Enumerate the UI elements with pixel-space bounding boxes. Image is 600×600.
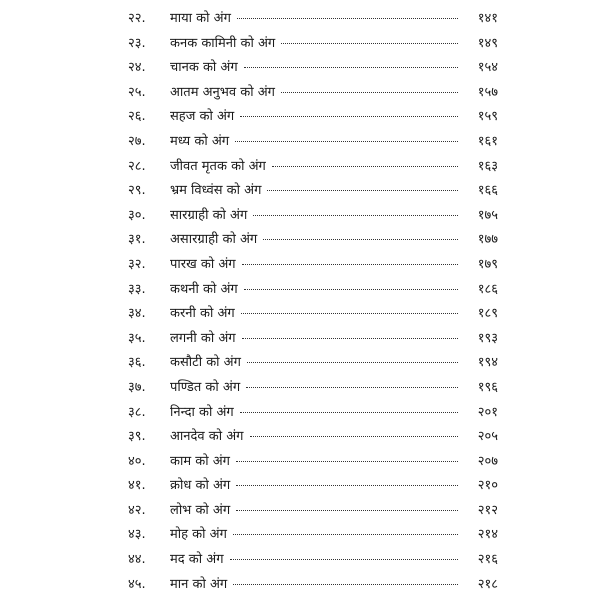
chapter-number: ४५. (128, 576, 146, 592)
page-number: १५९ (477, 109, 498, 125)
toc-entry (128, 474, 498, 499)
chapter-title: पारख को अंग (170, 256, 236, 272)
toc-entry (128, 523, 498, 548)
dot-leader (244, 289, 458, 290)
chapter-number: ३९. (128, 429, 146, 445)
toc-entry (128, 253, 498, 278)
chapter-title: मोह को अंग (170, 527, 227, 543)
toc-entry (128, 425, 498, 450)
chapter-number: ३१. (128, 232, 146, 248)
toc-entry (128, 450, 498, 475)
toc-entry (128, 7, 498, 32)
chapter-title: चानक को अंग (170, 60, 238, 76)
chapter-title: पण्डित को अंग (170, 379, 241, 395)
toc-entry (128, 278, 498, 303)
dot-leader (253, 215, 458, 216)
dot-leader (242, 264, 458, 265)
chapter-number: ३६. (128, 355, 146, 371)
dot-leader (236, 510, 458, 511)
dot-leader (236, 485, 458, 486)
chapter-number: २६. (128, 109, 146, 125)
chapter-number: २८. (128, 158, 146, 174)
page-number: १९३ (477, 330, 498, 346)
toc-entry (128, 401, 498, 426)
toc-entry (128, 155, 498, 180)
toc-entry (128, 179, 498, 204)
chapter-number: २२. (128, 11, 146, 26)
dot-leader (272, 166, 458, 167)
toc-entry (128, 81, 498, 106)
dot-leader (281, 43, 458, 44)
toc-entry (128, 351, 498, 376)
chapter-title: कथनी को अंग (170, 281, 238, 297)
chapter-number: ४३. (128, 527, 146, 543)
chapter-title: असारग्राही को अंग (170, 232, 258, 248)
page-number: १६१ (477, 133, 498, 149)
page-number: २०५ (477, 429, 498, 445)
toc-entry (128, 499, 498, 524)
toc-entry (128, 56, 498, 81)
toc-entry (128, 548, 498, 573)
chapter-number: २७. (128, 133, 146, 149)
page-number: २०७ (477, 453, 498, 469)
chapter-title: आनदेव को अंग (170, 429, 244, 445)
dot-leader (267, 190, 458, 191)
chapter-number: २५. (128, 84, 146, 100)
page-number: १५४ (477, 60, 498, 76)
chapter-number: ३०. (128, 207, 146, 223)
chapter-number: २४. (128, 60, 146, 76)
dot-leader (240, 116, 458, 117)
dot-leader (230, 559, 458, 560)
page-number: २१२ (477, 502, 498, 518)
chapter-title: माया को अंग (170, 11, 231, 26)
page-number: १४१ (477, 11, 498, 26)
chapter-title: निन्दा को अंग (170, 404, 234, 420)
chapter-number: ४२. (128, 502, 146, 518)
chapter-number: ४४. (128, 552, 146, 568)
toc-entry (128, 130, 498, 155)
chapter-title: लगनी को अंग (170, 330, 236, 346)
page-number: १७५ (477, 207, 498, 223)
page-number: २१४ (477, 527, 498, 543)
chapter-title: मध्य को अंग (170, 133, 230, 149)
chapter-title: करनी को अंग (170, 306, 235, 322)
dot-leader (247, 362, 458, 363)
page-number: १७९ (477, 256, 498, 272)
dot-leader (263, 239, 458, 240)
table-of-contents (128, 7, 498, 597)
chapter-title: कसौटी को अंग (170, 355, 241, 371)
chapter-number: ४०. (128, 453, 146, 469)
page-number: १९६ (477, 379, 498, 395)
chapter-title: मान को अंग (170, 576, 228, 592)
toc-entry (128, 327, 498, 352)
dot-leader (235, 141, 458, 142)
page-number: २१८ (477, 576, 498, 592)
chapter-number: ३४. (128, 306, 146, 322)
chapter-title: काम को अंग (170, 453, 230, 469)
page-number: १५७ (477, 84, 498, 100)
dot-leader (244, 67, 458, 68)
page-number: १८६ (477, 281, 498, 297)
chapter-title: सहज को अंग (170, 109, 235, 125)
chapter-title: लोभ को अंग (170, 502, 231, 518)
page-number: १६३ (477, 158, 498, 174)
toc-entry (128, 204, 498, 229)
dot-leader (236, 461, 458, 462)
chapter-number: ३५. (128, 330, 146, 346)
toc-entry (128, 573, 498, 598)
chapter-number: ३२. (128, 256, 146, 272)
dot-leader (246, 387, 458, 388)
dot-leader (242, 338, 458, 339)
dot-leader (241, 313, 458, 314)
chapter-title: भ्रम विध्वंस को अंग (170, 183, 262, 199)
dot-leader (250, 436, 459, 437)
toc-entry (128, 302, 498, 327)
chapter-title: जीवत मृतक को अंग (170, 158, 266, 174)
dot-leader (233, 584, 458, 585)
chapter-number: ३७. (128, 379, 146, 395)
chapter-number: ३३. (128, 281, 146, 297)
page-number: १४९ (477, 35, 498, 51)
page-number: २१० (477, 478, 498, 494)
page-number: १७७ (477, 232, 498, 248)
page-number: २०१ (477, 404, 498, 420)
toc-entry (128, 228, 498, 253)
chapter-title: आतम अनुभव को अंग (170, 84, 275, 100)
chapter-number: ३८. (128, 404, 146, 420)
chapter-number: ४१. (128, 478, 146, 494)
chapter-number: २९. (128, 183, 146, 199)
chapter-title: मद को अंग (170, 552, 224, 568)
chapter-title: सारग्राही को अंग (170, 207, 248, 223)
page-number: २१६ (477, 552, 498, 568)
chapter-number: २३. (128, 35, 146, 51)
dot-leader (237, 18, 458, 19)
dot-leader (281, 92, 458, 93)
chapter-title: क्रोध को अंग (170, 478, 231, 494)
page-number: १९४ (477, 355, 498, 371)
dot-leader (240, 412, 458, 413)
toc-entry (128, 105, 498, 130)
chapter-title: कनक कामिनी को अंग (170, 35, 276, 51)
page-number: १८९ (477, 306, 498, 322)
dot-leader (233, 534, 458, 535)
page-number: १६६ (477, 183, 498, 199)
toc-entry (128, 32, 498, 57)
toc-entry (128, 376, 498, 401)
